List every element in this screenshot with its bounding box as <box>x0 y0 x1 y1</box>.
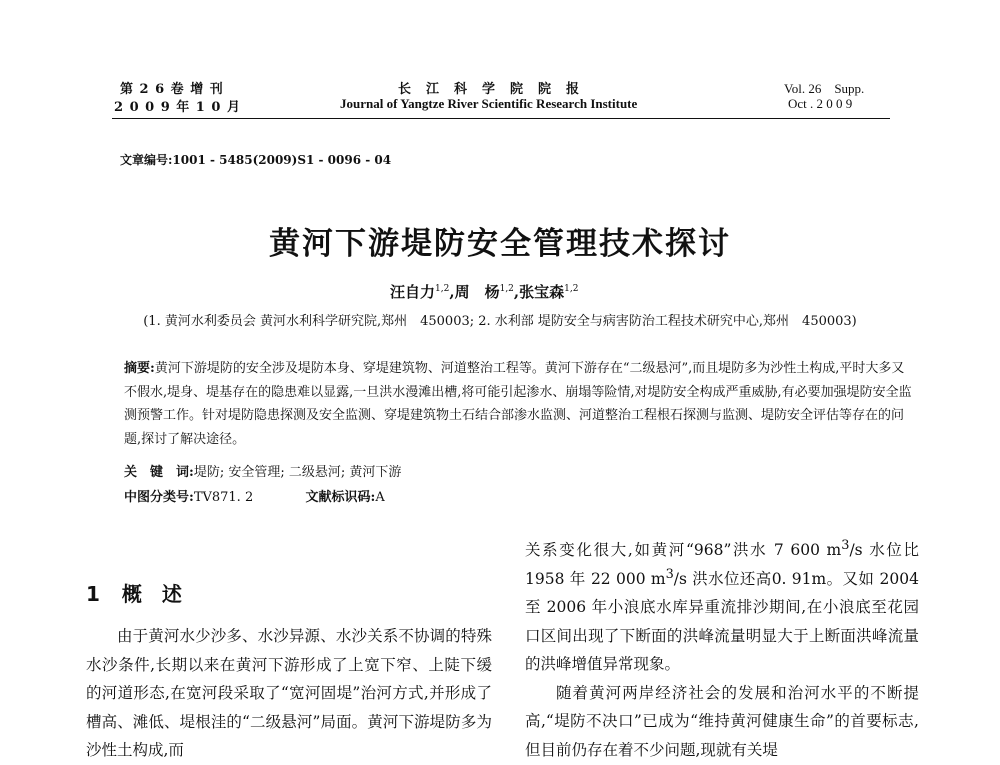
superscript: 3 <box>665 566 674 582</box>
header-rule <box>112 118 890 119</box>
affiliations: (1. 黄河水利委员会 黄河水利科学研究院,郑州 450003; 2. 水利部 堤防安全与病害防治工程技术研究中心,郑州 450003) <box>143 314 857 329</box>
right-column <box>525 536 919 764</box>
journal-volume: 第 2 6 卷 增 刊 <box>120 82 224 97</box>
author-affil-mark: 1,2 <box>499 284 514 294</box>
left-column <box>86 622 492 765</box>
author-name: 汪自力 <box>390 283 436 301</box>
clc-value: TV871. 2 <box>193 490 254 505</box>
text-run: 关系变化很大,如黄河“968”洪水 7 600 m <box>525 541 842 559</box>
author-name: 张宝森 <box>519 283 565 301</box>
keywords <box>124 461 401 480</box>
author-affil-mark: 1,2 <box>564 284 579 294</box>
text-run: /s 水位比 1958 年 22 000 m <box>525 541 919 588</box>
keywords-label: 关 键 词: <box>124 465 194 480</box>
paper-title: 黄河下游堤防安全管理技术探讨 <box>269 226 731 262</box>
abstract-text: 黄河下游堤防的安全涉及堤防本身、穿堤建筑物、河道整治工程等。黄河下游存在“二级悬河”,而且堤防多为沙性土构成,平时大多又不假水,堤身、堤基存在的隐患难以显露,一旦洪水漫滩出槽,将可能引起渗水、崩塌等险情,对堤防安全构成严重威胁,有必要加强堤防安全监测预警工作。针对堤防隐患探测及安全监测、穿堤建筑物土石结合部渗水监测、河道整治工程根石探测与监测、堤防安全评估等存在的问题,探讨了解决途径。 <box>124 361 912 447</box>
journal-name-en: Journal of Yangtze River Scientific Research Institute <box>340 96 638 111</box>
author-affil-mark: 1,2 <box>435 284 450 294</box>
abstract-label: 摘要: <box>124 361 155 376</box>
body-paragraph: 随着黄河两岸经济社会的发展和治河水平的不断提高,“堤防不决口”已成为“维持黄河健康生命”的首要标志,但目前仍存在着不少问题,现就有关堤 <box>525 683 919 759</box>
doc-code-label: 文献标识码: <box>305 490 376 505</box>
author-list <box>390 281 579 302</box>
article-number: 文章编号:1001 - 5485(2009)S1 - 0096 - 04 <box>120 153 392 167</box>
author-separator: , <box>513 283 520 301</box>
journal-name-cn: 长 江 科 学 院 院 报 <box>398 82 581 97</box>
keywords-text: 堤防; 安全管理; 二级悬河; 黄河下游 <box>193 465 402 480</box>
body-paragraph <box>525 536 919 679</box>
journal-volume-en: Vol. 26 Supp. <box>784 81 865 96</box>
abstract <box>124 357 914 451</box>
journal-date: 2 0 0 9 年 1 0 月 <box>114 100 241 115</box>
classification <box>124 486 385 505</box>
section-heading <box>86 578 182 607</box>
text-run: /s 洪水位还高0. 91m。又如 2004 至 2006 年小浪底水库异重流排沙期间,在小浪底至花园口区间出现了下断面的洪峰流量明显大于上断面洪峰流量的洪峰增值异常现象。 <box>525 569 919 673</box>
body-paragraph: 由于黄河水少沙多、水沙异源、水沙关系不协调的特殊水沙条件,长期以来在黄河下游形成了上宽下窄、上陡下缓的河道形态,在宽河段采取了“宽河固堤”治河方式,并形成了槽高、滩低、堤根洼的“二级悬河”局面。黄河下游堤防多为沙性土构成,而 <box>86 627 492 759</box>
journal-date-en: Oct . 2 0 0 9 <box>788 96 853 111</box>
author-separator: , <box>449 283 455 301</box>
superscript: 3 <box>841 537 850 553</box>
clc-label: 中图分类号: <box>124 490 194 505</box>
section-number: 1 <box>86 582 100 606</box>
section-title: 概 述 <box>121 582 182 606</box>
author-name: 周 杨 <box>454 283 500 301</box>
doc-code-value: A <box>375 490 385 505</box>
